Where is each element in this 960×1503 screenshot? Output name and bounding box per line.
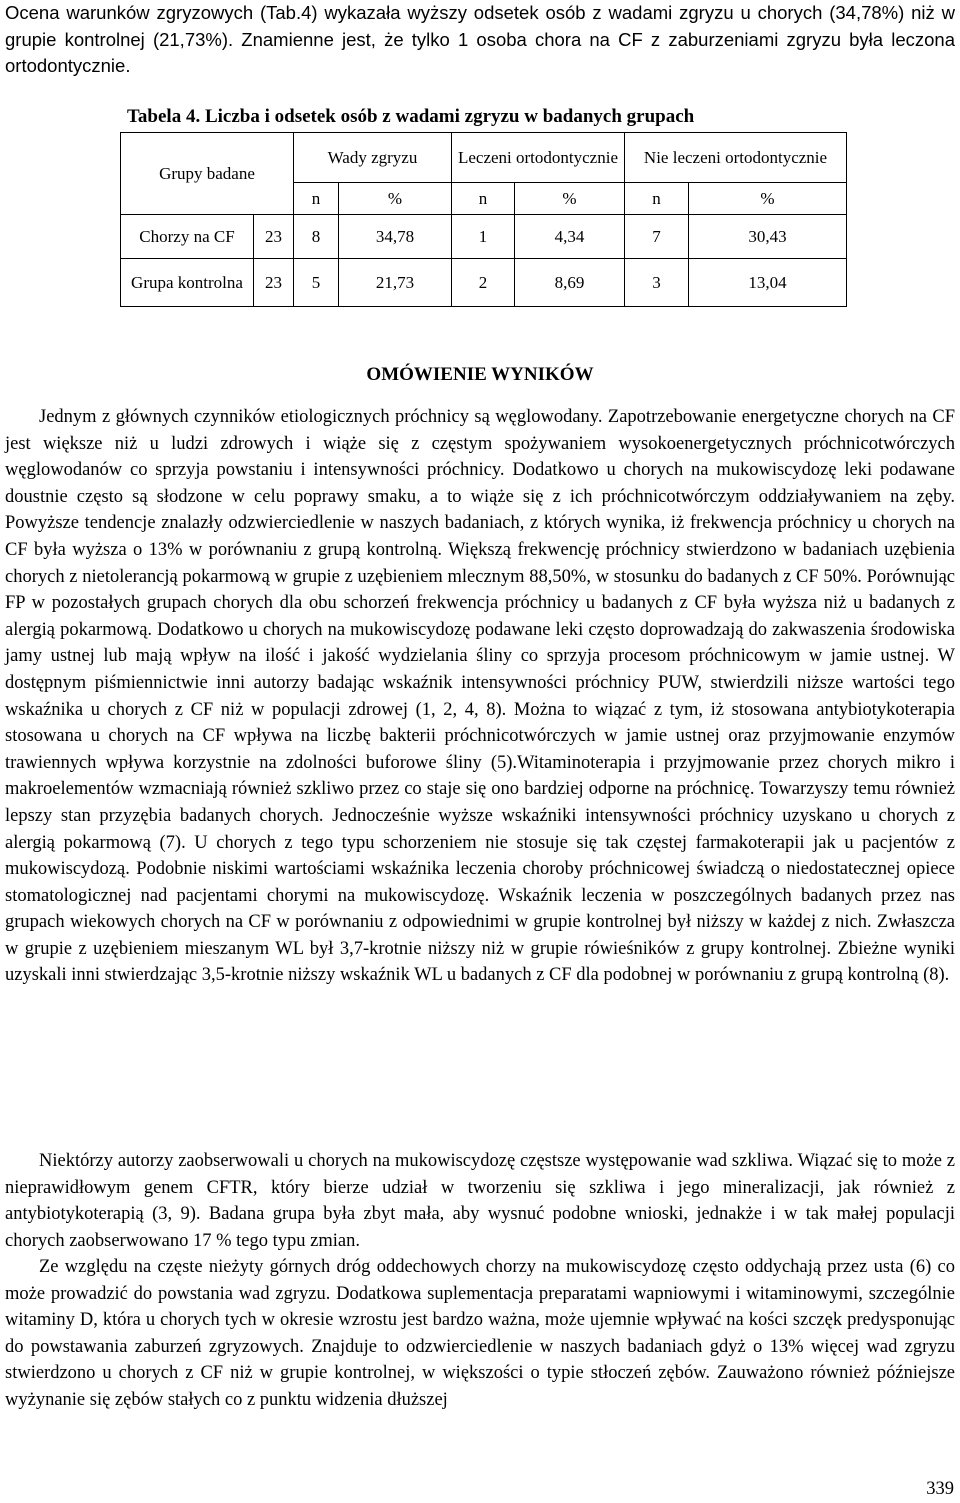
header-untreated: Nie leczeni ortodontycznie (625, 133, 847, 183)
row-cell: 13,04 (689, 259, 847, 307)
intro-paragraph: Ocena warunków zgryzowych (Tab.4) wykazała wyższy odsetek osób z wadami zgryzu u chorych (34,78%) niż w grupie kontrolnej (21,73%). Znamienne jest, że tylko 1 osoba chora na CF z zaburzeniami zgryzu była leczona ortodontycznie. (5, 2, 955, 77)
row-cell: 3 (625, 259, 689, 307)
row-cell: 30,43 (689, 215, 847, 259)
table-row (121, 215, 847, 259)
discussion-paragraph-2: Niektórzy autorzy zaobserwowali u chorych na mukowiscydozę częstsze występowanie wad szkliwa. Wiązać się to może z nieprawidłowym genem CFTR, który bierze udział w tworzeniu się szkliwa i jego mineralizacji, jak również z antybiotykoterapią (3, 9). Badana grupa była zbyt mała, aby wysnuć podobne wnioski, jednakże i w tak małej populacji chorych zaobserwowano 17 % tego typu zmian. (5, 1151, 955, 1251)
section-title: OMÓWIENIE WYNIKÓW (366, 364, 594, 385)
row-cell: 8,69 (515, 259, 625, 307)
header-groups: Grupy badane (121, 133, 294, 215)
row-group: Grupa kontrolna (121, 259, 254, 307)
sub-header: n (625, 183, 689, 215)
row-cell: 1 (452, 215, 515, 259)
row-cell: 4,34 (515, 215, 625, 259)
table-row (121, 259, 847, 307)
row-group: Chorzy na CF (121, 215, 254, 259)
row-cell: 7 (625, 215, 689, 259)
sub-header: % (339, 183, 452, 215)
row-total: 23 (254, 215, 294, 259)
row-total: 23 (254, 259, 294, 307)
sub-header: % (515, 183, 625, 215)
row-cell: 2 (452, 259, 515, 307)
header-treated: Leczeni ortodontycznie (452, 133, 625, 183)
discussion-paragraph-3: Ze względu na częste nieżyty górnych dróg oddechowych chorzy na mukowiscydozę często oddychają przez usta (6) co może prowadzić do powstania wad zgryzu. Dodatkowa suplementacja preparatami wapniowymi i witaminowymi, szczególnie witaminy D, która u chorych tych w okresie wzrostu jest bardzo ważna, może ujemnie wpływać na kości szczęk predysponując do powstawania zaburzeń zgryzowych. Znajduje to odzwierciedlenie w naszych badaniach gdyż o 13% więcej wad zgryzu stwierdzono u chorych z CF niż w grupie kontrolnej, w większości o typie stłoczeń zębów. Zauważono również późniejsze wyżynanie się zębów stałych co z punktu widzenia dłuższej (5, 1257, 955, 1410)
malocclusion-table (120, 132, 847, 307)
page-number: 339 (926, 1479, 954, 1499)
row-cell: 5 (294, 259, 339, 307)
sub-header: n (452, 183, 515, 215)
sub-header: n (294, 183, 339, 215)
discussion-paragraph-1: Jednym z głównych czynników etiologicznych próchnicy są węglowodany. Zapotrzebowanie energetyczne chorych na CF jest większe niż u ludzi zdrowych i wiąże się z częstym spożywaniem wysokoenergetycznych próchnicotwórczych węglowodanów co sprzyja powstaniu i intensywności próchnicy. Dodatkowo u chorych na mukowiscydozę leki podawane doustnie często są słodzone w celu poprawy smaku, a to wiąże się z ich próchnicotwórczym oddziaływaniem na zęby. Powyższe tendencje znalazły odzwierciedlenie w naszych badaniach, z których wynika, iż frekwencja próchnicy u chorych na CF była wyższa o 13% w porównaniu z grupą kontrolną. Większą frekwencję próchnicy stwierdzono w badaniach uzębienia chorych z nietolerancją pokarmową w grupie z uzębieniem mlecznym 88,50%, w stosunku do badanych z CF 50%. Porównując FP w pozostałych grupach chorych dla obu schorzeń frekwencja próchnicy u badanych z CF była wyższa niż u badanych z alergią pokarmową. Dodatkowo u chorych na mukowiscydozę podawane leki często doprowadzają do zakwaszenia środowiska jamy ustnej lub mają wpływ na ilość i jakość wydzielania śliny co sprzyja procesom próchnicowym w jamie ustnej. W dostępnym piśmiennictwie inni autorzy badając wskaźnik intensywności próchnicy PUW, stwierdzili niższe wartości tego wskaźnika u chorych z CF niż w populacji zdrowej (1, 2, 4, 8). Można to wiązać z tym, iż stosowana antybiotykoterapia stosowana u chorych na CF wpływa na liczbę bakterii próchnicotwórczych w jamie ustnej oraz przyjmowanie enzymów trawiennych wpływa korzystnie na zdolności buforowe śliny (5).Witaminoterapia i przyjmowanie przez chorych mikro i makroelementów wzmacniają również szkliwo przez co staje się ono bardziej odporne na próchnicę. Towarzyszy temu również lepszy stan przyzębia badanych chorych. Jednocześnie wyższe wskaźniki intensywności próchnicy uzyskano u chorych z alergią pokarmową (7). U chorych z tego typu schorzeniem nie stosuje się tak częstej farmakoterapii jak u pacjentów z mukowiscydozą. Podobnie niskimi wartościami wskaźnika leczenia choroby próchnicowej świadczą o niedostatecznej opiece stomatologicznej nad pacjentami chorymi na mukowiscydozę. Wskaźnik leczenia w poszczególnych badanych przez nas grupach wiekowych chorych na CF w porównaniu z odpowiednimi w grupie kontrolnej był niższy w każdej z nich. Zwłaszcza w grupie z uzębieniem mieszanym WL był 3,7-krotnie niższy niż w grupie rówieśników z grupy kontrolnej. Zbieżne wyniki uzyskali inni stwierdzając 3,5-krotnie niższy wskaźnik WL u badanych z CF dla podobnej w porównaniu z grupą kontrolną (8). (5, 407, 955, 986)
table-title: Tabela 4. Liczba i odsetek osób z wadami zgryzu w badanych grupach (127, 106, 695, 127)
row-cell: 8 (294, 215, 339, 259)
header-malocclusion: Wady zgryzu (294, 133, 452, 183)
sub-header: % (689, 183, 847, 215)
row-cell: 34,78 (339, 215, 452, 259)
row-cell: 21,73 (339, 259, 452, 307)
